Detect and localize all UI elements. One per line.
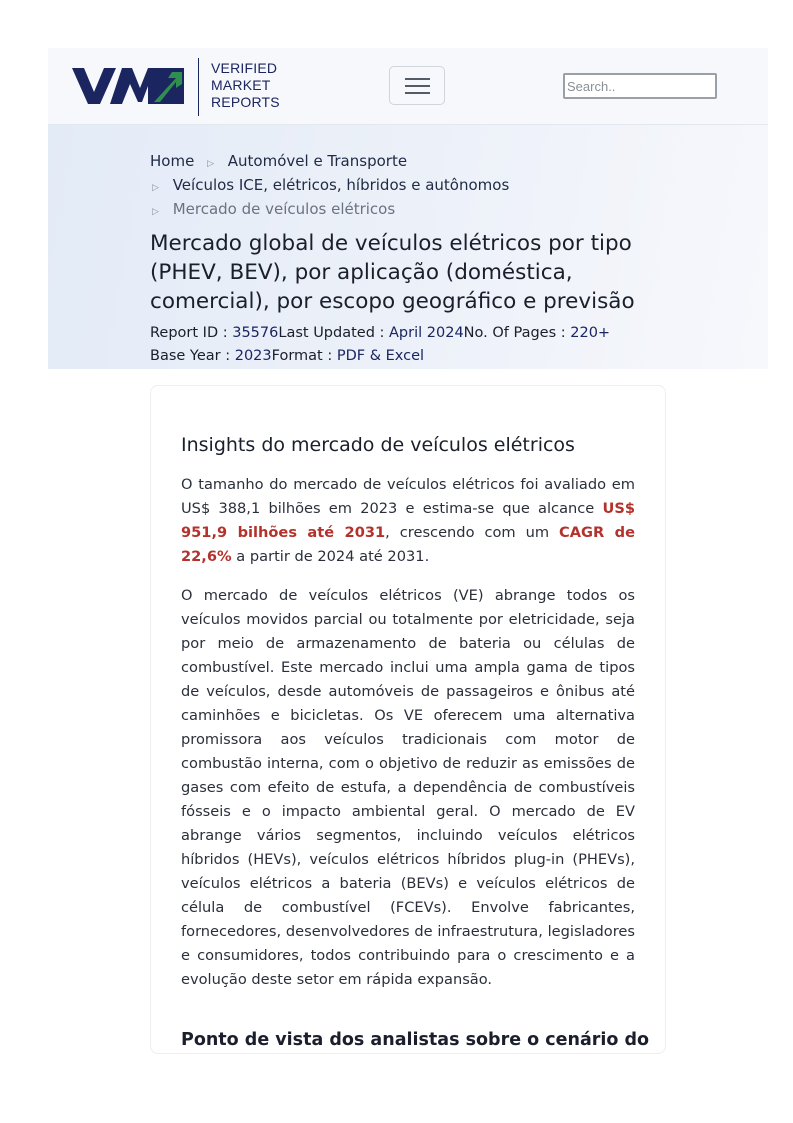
vmr-logo[interactable] [72, 58, 282, 116]
logo-line: MARKET [211, 77, 271, 93]
report-meta-row [150, 323, 610, 343]
breadcrumb-home-link[interactable]: Home [150, 152, 195, 170]
logo-line: VERIFIED [211, 60, 278, 76]
market-definition-paragraph: O mercado de veículos elétricos (VE) abrange todos os veículos movidos parcial ou totalmente por eletricidade, seja por meio de armazenamento de bateria ou células de combustível. Este mercado inclui uma ampla gama de tipos de veículos, desde automóveis de passageiros e ônibus até caminhões e bicicletas. Os VE oferecem uma alternativa promissora aos veículos tradicionais com motor de combustão interna, com o objetivo de reduzir as emissões de gases com efeito de estufa, a dependência de combustíveis fósseis e o impacto ambiental geral. O mercado de EV abrange vários segmentos, incluindo veículos elétricos híbridos (HEVs), veículos elétricos híbridos plug-in (PHEVs), veículos elétricos a bateria (BEVs) e veículos elétricos de célula de combustível (FCEVs). Envolve fabricantes, fornecedores, desenvolvedores de infraestrutura, legisladores e consumidores, todos contribuindo para o crescimento e a evolução deste setor em rápida expansão. [181, 587, 635, 988]
logo-line: REPORTS [211, 94, 280, 110]
chevron-right-icon: ▷ [207, 159, 214, 169]
base-year-value: 2023 [234, 348, 272, 364]
search-input[interactable] [563, 73, 717, 99]
analyst-viewpoint-heading: Ponto de vista dos analistas sobre o cenário do [181, 1030, 650, 1050]
paragraph-text: , crescendo com um [385, 524, 560, 541]
base-year-label: Base Year : [150, 348, 235, 364]
report-id-value: 35576 [232, 325, 279, 341]
last-updated-value: April 2024 [389, 325, 464, 341]
breadcrumb-row [150, 175, 509, 198]
market-size-paragraph [181, 473, 635, 569]
logo-divider [198, 58, 199, 116]
forecast-highlight: US$ 951,9 bilhões até 2031 [181, 500, 635, 541]
breadcrumb-vehicles-link[interactable]: Veículos ICE, elétricos, híbridos e autônomos [172, 176, 510, 194]
paragraph-text: a partir de 2024 até 2031. [231, 548, 430, 565]
chevron-right-icon: ▷ [152, 183, 159, 193]
paragraph-text: O tamanho do mercado de veículos elétricos foi avaliado em US$ 388,1 bilhões em 2023 e estima-se que alcance [181, 476, 635, 517]
format-value: PDF & Excel [336, 348, 425, 364]
menu-toggle-button[interactable] [389, 66, 445, 105]
breadcrumb-row [150, 199, 395, 222]
chevron-right-icon: ▷ [152, 207, 159, 217]
logo-wordmark [211, 60, 291, 111]
report-hero [48, 125, 768, 369]
breadcrumb-current: Mercado de veículos elétricos [172, 200, 396, 218]
vmr-logo-mark [72, 66, 186, 106]
pages-label: No. Of Pages : [463, 325, 571, 341]
report-meta-row [150, 346, 424, 366]
section-heading: Insights do mercado de veículos elétricos [181, 434, 575, 456]
insights-card [150, 385, 666, 1054]
format-label: Format : [271, 348, 337, 364]
site-header [48, 48, 768, 125]
pages-value: 220+ [570, 325, 611, 341]
last-updated-label: Last Updated : [278, 325, 390, 341]
cagr-highlight: CAGR de 22,6% [181, 524, 635, 565]
breadcrumb-automotive-link[interactable]: Automóvel e Transporte [227, 152, 408, 170]
page-title: Mercado global de veículos elétricos por tipo (PHEV, BEV), por aplicação (doméstica, comercial), por escopo geográfico e previsão [150, 231, 635, 314]
report-id-label: Report ID : [150, 325, 233, 341]
breadcrumb [150, 151, 407, 174]
